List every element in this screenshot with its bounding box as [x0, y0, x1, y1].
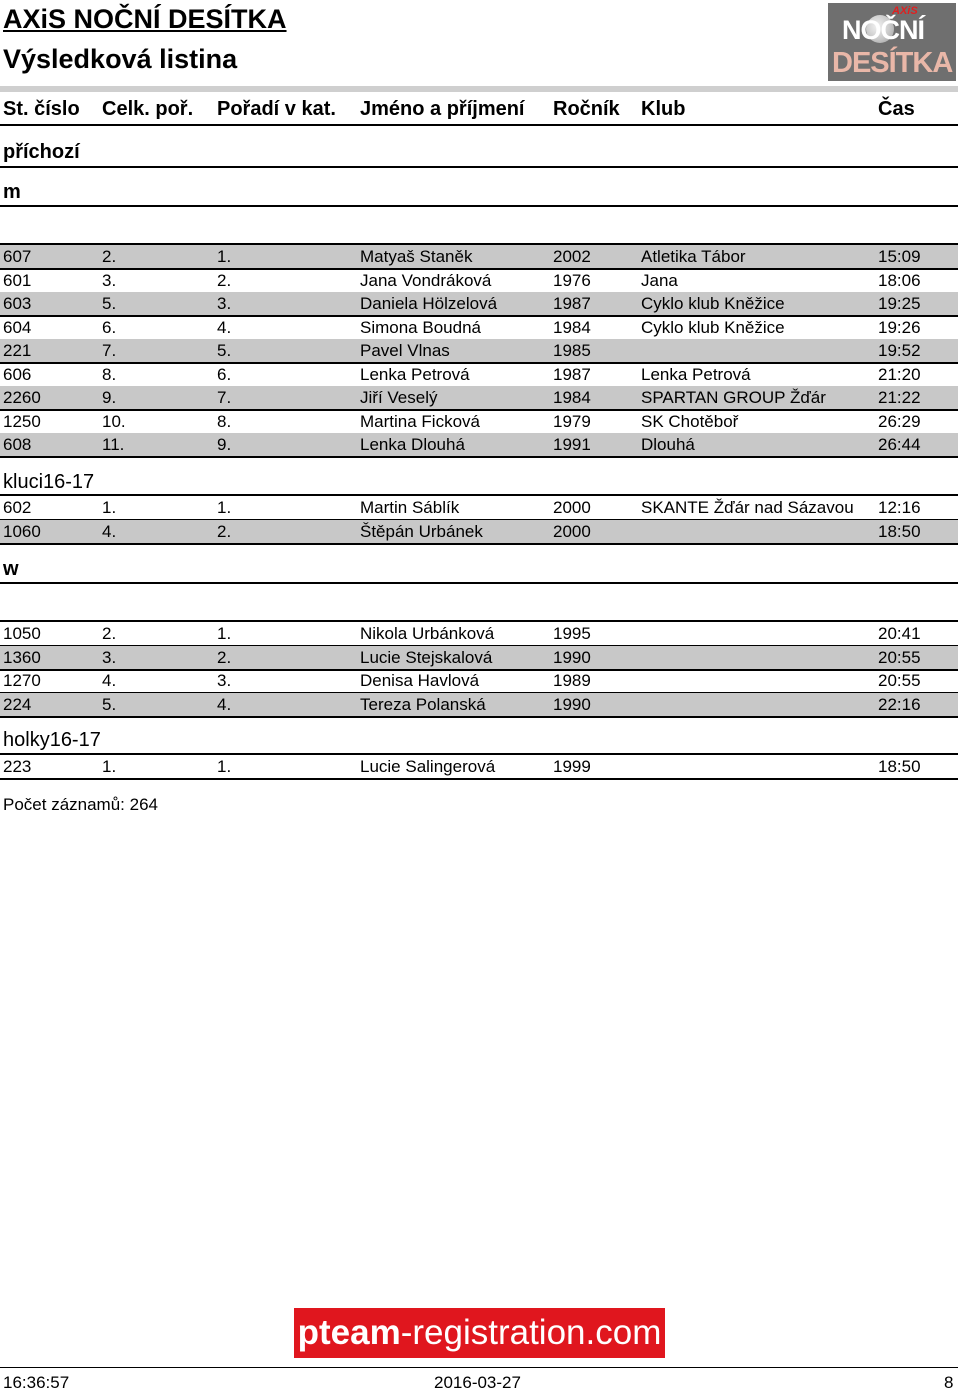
cell-category-rank: 2.	[217, 647, 232, 667]
cell-start-number: 1050	[3, 624, 41, 643]
cell-name: Štěpán Urbánek	[360, 521, 483, 541]
table-row	[0, 496, 958, 521]
cell-overall-rank: 3.	[102, 647, 117, 667]
cell-year: 1984	[553, 317, 591, 337]
table-row	[0, 316, 958, 341]
cell-name: Denisa Havlová	[360, 671, 480, 690]
cell-time: 12:16	[878, 498, 921, 517]
cell-club: SKANTE Žďár nad Sázavou	[641, 498, 854, 517]
cell-start-number: 224	[3, 694, 32, 714]
document-title: AXiS NOČNÍ DESÍTKA	[3, 4, 287, 34]
cell-name: Martina Ficková	[360, 411, 480, 431]
cell-start-number: 221	[3, 341, 32, 360]
logo-line-2: DESÍTKA	[832, 47, 953, 79]
table-row	[0, 292, 958, 317]
cell-time: 18:50	[878, 521, 921, 541]
cell-club: Jana	[641, 270, 678, 290]
cell-time: 18:50	[878, 757, 921, 776]
category-heading: kluci16-17	[3, 471, 95, 493]
col-overall-rank: Celk. poř.	[102, 98, 194, 120]
cell-category-rank: 3.	[217, 294, 232, 313]
cell-year: 1976	[553, 270, 591, 290]
cell-overall-rank: 6.	[102, 317, 117, 337]
cell-year: 2002	[553, 247, 591, 266]
cell-name: Lenka Dlouhá	[360, 435, 465, 454]
cell-year: 1991	[553, 435, 591, 454]
table-row	[0, 622, 958, 647]
cell-year: 1989	[553, 671, 591, 690]
cell-year: 1990	[553, 694, 591, 714]
header-bar	[0, 86, 958, 92]
cell-year: 1979	[553, 411, 591, 431]
cell-name: Tereza Polanská	[360, 694, 486, 714]
cell-year: 2000	[553, 498, 591, 517]
table-row	[0, 339, 958, 364]
cell-start-number: 1060	[3, 521, 41, 541]
cell-year: 1990	[553, 647, 591, 667]
cell-overall-rank: 9.	[102, 388, 117, 407]
cell-name: Lucie Stejskalová	[360, 647, 493, 667]
footer-time: 16:36:57	[3, 1373, 70, 1392]
cell-category-rank: 2.	[217, 521, 232, 541]
cell-overall-rank: 5.	[102, 694, 117, 714]
col-club: Klub	[641, 98, 686, 120]
cell-category-rank: 1.	[217, 624, 232, 643]
cell-name: Matyaš Staněk	[360, 247, 473, 266]
cell-club: Cyklo klub Kněžice	[641, 294, 785, 313]
cell-category-rank: 5.	[217, 341, 232, 360]
banner-bold: pteam	[297, 1313, 401, 1352]
cell-category-rank: 4.	[217, 317, 232, 337]
table-row	[0, 245, 958, 270]
cell-start-number: 223	[3, 757, 32, 776]
col-name: Jméno a příjmení	[360, 98, 525, 120]
cell-name: Pavel Vlnas	[360, 341, 450, 360]
cell-category-rank: 6.	[217, 364, 232, 384]
cell-overall-rank: 11.	[102, 435, 125, 454]
group-heading: příchozí	[3, 141, 80, 163]
category-heading: w	[3, 558, 19, 580]
cell-time: 19:52	[878, 341, 921, 360]
cell-time: 20:41	[878, 624, 921, 643]
cell-year: 1987	[553, 364, 591, 384]
footer-divider	[0, 1367, 958, 1368]
footer-date: 2016-03-27	[434, 1373, 521, 1392]
cell-club: Cyklo klub Kněžice	[641, 317, 785, 337]
cell-overall-rank: 3.	[102, 270, 117, 290]
cell-category-rank: 9.	[217, 435, 232, 454]
cell-time: 18:06	[878, 270, 921, 290]
cell-start-number: 603	[3, 294, 32, 313]
cell-category-rank: 8.	[217, 411, 232, 431]
document-subtitle: Výsledková listina	[3, 44, 238, 74]
cell-overall-rank: 4.	[102, 521, 117, 541]
cell-overall-rank: 8.	[102, 364, 117, 384]
cell-year: 1984	[553, 388, 591, 407]
divider	[0, 124, 958, 126]
cell-start-number: 602	[3, 498, 32, 517]
cell-time: 20:55	[878, 671, 921, 690]
table-row	[0, 669, 958, 694]
cell-overall-rank: 1.	[102, 757, 117, 776]
cell-name: Nikola Urbánková	[360, 624, 495, 643]
cell-overall-rank: 1.	[102, 498, 117, 517]
cell-year: 1999	[553, 757, 591, 776]
cell-start-number: 1250	[3, 411, 41, 431]
cell-time: 22:16	[878, 694, 921, 714]
table-row	[0, 410, 958, 435]
cell-year: 1985	[553, 341, 591, 360]
cell-time: 21:20	[878, 364, 921, 384]
cell-start-number: 607	[3, 247, 32, 266]
cell-category-rank: 1.	[217, 757, 232, 776]
cell-year: 1987	[553, 294, 591, 313]
logo-line-1: NOČNÍ	[842, 15, 924, 45]
logo-brand: AXiS	[892, 5, 918, 17]
category-heading: holky16-17	[3, 729, 101, 751]
col-start-number: St. číslo	[3, 98, 80, 120]
cell-name: Lucie Salingerová	[360, 757, 496, 776]
cell-time: 15:09	[878, 247, 921, 266]
cell-club: SK Chotěboř	[641, 411, 739, 431]
cell-time: 19:26	[878, 317, 921, 337]
cell-time: 26:44	[878, 435, 921, 454]
cell-category-rank: 1.	[217, 498, 232, 517]
record-count: Počet záznamů: 264	[3, 795, 158, 814]
footer-page-number: 8	[944, 1373, 954, 1392]
cell-name: Simona Boudná	[360, 317, 481, 337]
cell-year: 2000	[553, 521, 591, 541]
cell-start-number: 604	[3, 317, 32, 337]
pteam-registration-banner	[294, 1308, 665, 1358]
cell-category-rank: 4.	[217, 694, 232, 714]
table-row	[0, 269, 958, 294]
cell-name: Martin Sáblík	[360, 498, 460, 517]
cell-year: 1995	[553, 624, 591, 643]
table-row	[0, 433, 958, 458]
cell-name: Daniela Hölzelová	[360, 294, 498, 313]
table-row	[0, 755, 958, 780]
cell-time: 26:29	[878, 411, 921, 431]
cell-club: Atletika Tábor	[641, 247, 746, 266]
cell-name: Jana Vondráková	[360, 270, 492, 290]
divider	[0, 582, 958, 584]
cell-overall-rank: 5.	[102, 294, 117, 313]
cell-time: 20:55	[878, 647, 921, 667]
cell-overall-rank: 2.	[102, 247, 117, 266]
cell-club: Lenka Petrová	[641, 364, 751, 384]
cell-time: 19:25	[878, 294, 921, 313]
cell-category-rank: 2.	[217, 270, 232, 290]
col-category-rank: Pořadí v kat.	[217, 98, 336, 120]
cell-time: 21:22	[878, 388, 921, 407]
cell-start-number: 606	[3, 364, 32, 384]
table-row	[0, 363, 958, 388]
event-logo	[828, 3, 956, 81]
divider	[0, 166, 958, 168]
divider	[0, 205, 958, 207]
col-time: Čas	[878, 98, 915, 120]
cell-overall-rank: 4.	[102, 671, 117, 690]
table-row	[0, 693, 958, 718]
col-year: Ročník	[553, 98, 620, 120]
table-row	[0, 386, 958, 411]
banner-rest: -registration.com	[400, 1313, 662, 1352]
cell-overall-rank: 2.	[102, 624, 117, 643]
cell-club: SPARTAN GROUP Žďár	[641, 388, 826, 407]
cell-start-number: 608	[3, 435, 32, 454]
cell-start-number: 2260	[3, 388, 41, 407]
cell-club: Dlouhá	[641, 435, 695, 454]
cell-overall-rank: 7.	[102, 341, 117, 360]
cell-start-number: 1360	[3, 647, 41, 667]
cell-name: Lenka Petrová	[360, 364, 470, 384]
cell-category-rank: 7.	[217, 388, 232, 407]
cell-start-number: 1270	[3, 671, 41, 690]
category-heading: m	[3, 181, 21, 203]
cell-category-rank: 3.	[217, 671, 232, 690]
cell-start-number: 601	[3, 270, 32, 290]
cell-category-rank: 1.	[217, 247, 232, 266]
table-row	[0, 646, 958, 671]
cell-name: Jiří Veselý	[360, 388, 438, 407]
table-row	[0, 520, 958, 545]
cell-overall-rank: 10.	[102, 411, 126, 431]
